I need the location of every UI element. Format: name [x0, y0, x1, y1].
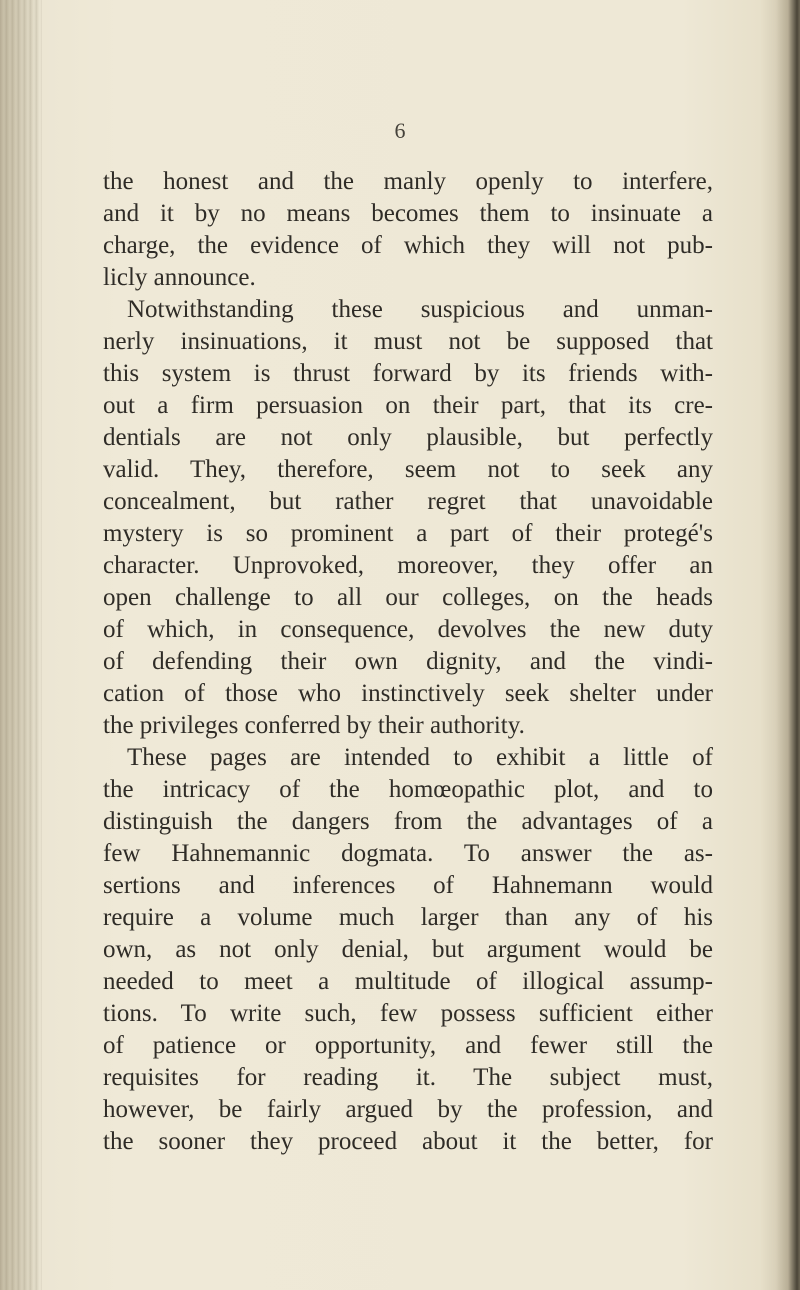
text-line: tions. To write such, few possess sufficient either — [103, 1000, 713, 1027]
text-line: dentials are not only plausible, but perfectly — [103, 424, 713, 451]
text-line: concealment, but rather regret that unavoidable — [103, 488, 713, 515]
page-right-edge — [776, 0, 800, 1290]
text-line: however, be fairly argued by the profession, and — [103, 1096, 713, 1123]
text-line: character. Unprovoked, moreover, they offer an — [103, 552, 713, 579]
text-line: requisites for reading it. The subject must, — [103, 1064, 713, 1091]
text-line: of defending their own dignity, and the vindi- — [103, 648, 713, 675]
body-text — [103, 166, 713, 1158]
text-line: and it by no means becomes them to insinuate a — [103, 200, 713, 227]
text-line: mystery is so prominent a part of their protegé's — [103, 520, 713, 547]
text-line: out a firm persuasion on their part, that its cre- — [103, 392, 713, 419]
page-number: 6 — [394, 118, 406, 143]
page-binding-edge — [0, 0, 42, 1290]
text-line: sertions and inferences of Hahnemann would — [103, 872, 713, 899]
text-line: the honest and the manly openly to interfere, — [103, 168, 713, 195]
text-line: cation of those who instinctively seek shelter under — [103, 680, 713, 707]
text-line: the intricacy of the homœopathic plot, and to — [103, 776, 713, 803]
text-line: require a volume much larger than any of his — [103, 904, 713, 931]
text-line: licly announce. — [103, 264, 256, 291]
text-line: charge, the evidence of which they will not pub- — [103, 232, 713, 259]
text-line: this system is thrust forward by its friends with- — [103, 360, 713, 387]
text-line: few Hahnemannic dogmata. To answer the as- — [103, 840, 713, 867]
text-line: of which, in consequence, devolves the new duty — [103, 616, 713, 643]
text-line: the privileges conferred by their authority. — [103, 712, 525, 739]
text-line: distinguish the dangers from the advantages of a — [103, 808, 713, 835]
text-line: own, as not only denial, but argument would be — [103, 936, 713, 963]
text-line: valid. They, therefore, seem not to seek any — [103, 456, 713, 483]
text-line: Notwithstanding these suspicious and unman- — [127, 296, 713, 323]
text-line: of patience or opportunity, and fewer still the — [103, 1032, 713, 1059]
text-line: the sooner they proceed about it the better, for — [103, 1128, 713, 1155]
text-line: open challenge to all our colleges, on the heads — [103, 584, 713, 611]
text-line: nerly insinuations, it must not be supposed that — [103, 328, 713, 355]
text-line: needed to meet a multitude of illogical assump- — [103, 968, 713, 995]
text-line: These pages are intended to exhibit a little of — [127, 744, 713, 771]
